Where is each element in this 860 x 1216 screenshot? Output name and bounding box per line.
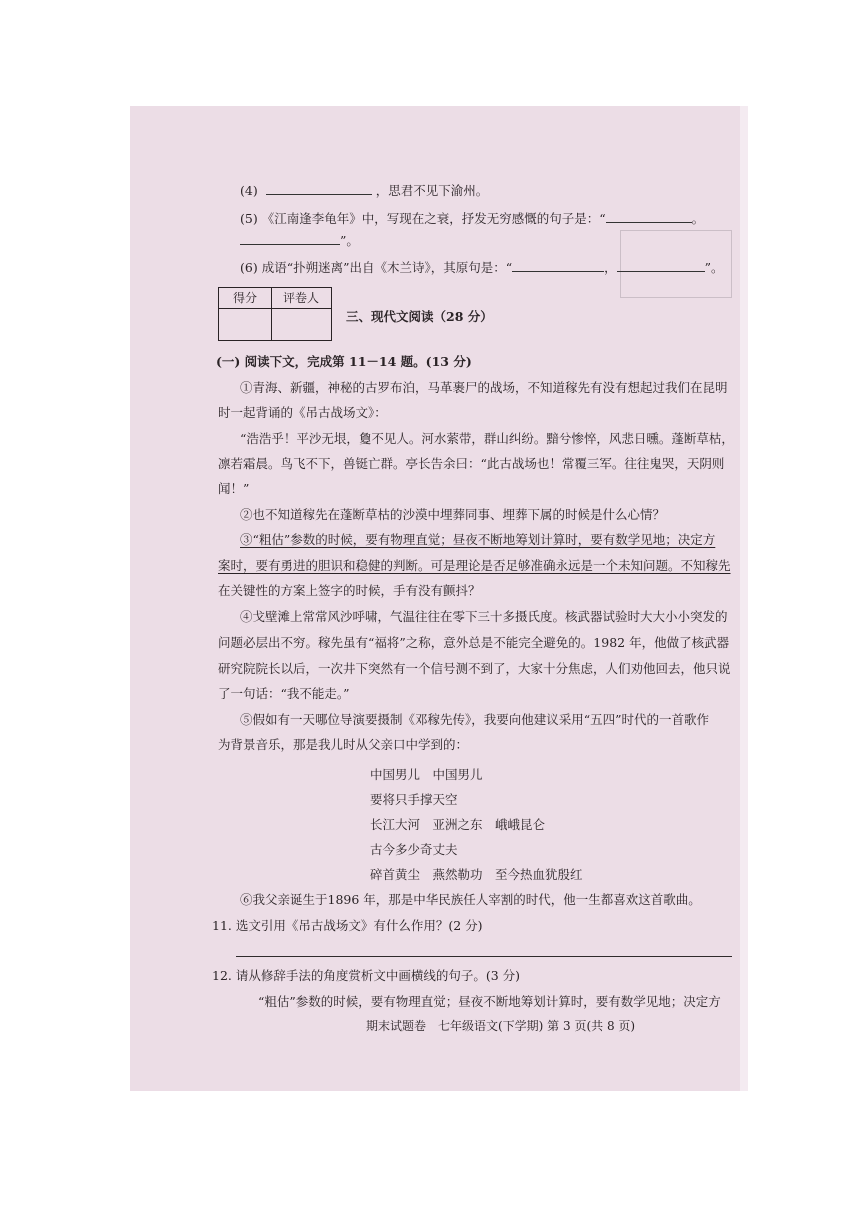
fill-item-6: (6) 成语“扑朔迷离”出自《木兰诗》，其原句是：“ ， ”。 <box>240 260 724 275</box>
answer-line[interactable] <box>236 956 732 957</box>
item-number: (4) <box>240 183 258 198</box>
item-text: 成语“扑朔迷离”出自《木兰诗》，其原句是：“ <box>261 260 513 275</box>
underlined-sentence: ③“粗估”参数的时候，要有物理直觉；昼夜不断地筹划计算时，要有数学见地；决定方 <box>240 532 716 547</box>
paragraph-4: ④戈壁滩上常常风沙呼啸，气温往往在零下三十多摄氏度。核武器试验时大大小小突发的 <box>240 609 728 624</box>
question-12-quote: “粗估”参数的时候，要有物理直觉；昼夜不断地筹划计算时，要有数学见地；决定方 <box>258 994 721 1009</box>
answer-blank[interactable] <box>266 182 372 195</box>
paragraph-5: ⑤假如有一天哪位导演要摄制《邓稼先传》，我要向他建议采用“五四”时代的一首歌作 <box>240 712 710 727</box>
answer-blank[interactable] <box>240 232 340 245</box>
item-number: (5) <box>240 211 258 226</box>
poem-line: 要将只手撑天空 <box>370 792 458 807</box>
quote-line-3: 闻！” <box>218 481 250 496</box>
poem-line: 古今多少奇丈夫 <box>370 842 458 857</box>
fill-item-5 <box>240 210 704 227</box>
paragraph-6: ⑥我父亲诞生于1896 年，那是中华民族任人宰割的时代，他一生都喜欢这首歌曲。 <box>240 892 701 907</box>
poem-line: 中国男儿 中国男儿 <box>370 767 483 782</box>
quote-line-1: “浩浩乎！平沙无垠，敻不见人。河水萦带，群山纠纷。黯兮惨悴，风悲日曛。蓬断草枯， <box>240 431 734 446</box>
fill-item-4 <box>240 182 488 199</box>
section-title: 三、现代文阅读（28 分） <box>346 309 493 324</box>
score-box-divider <box>271 288 272 340</box>
question-12: 12. 请从修辞手法的角度赏析文中画横线的句子。(3 分) <box>212 968 521 983</box>
punct: ”。 <box>340 233 359 248</box>
page-footer: 期末试题卷 七年级语文(下学期) 第 3 页(共 8 页) <box>366 1019 636 1033</box>
paragraph-5-l2: 为背景音乐，那是我儿时从父亲口中学到的： <box>218 737 469 752</box>
paragraph-4-l3: 研究院院长以后，一次井下突然有一个信号测不到了，大家十分焦虑，人们劝他回去，他只说 <box>218 661 731 676</box>
punct: 。 <box>691 211 705 226</box>
punct: ”。 <box>704 260 724 275</box>
item-number: (6) <box>240 260 258 275</box>
fill-item-5-line2 <box>240 232 359 249</box>
item-text: ，思君不见下渝州。 <box>375 183 489 198</box>
paragraph-1-cont: 时一起背诵的《吊古战场文》： <box>218 405 387 420</box>
item-text: 《江南逢李龟年》中，写现在之衰，抒发无穷感慨的句子是：“ <box>261 211 606 226</box>
part-title: (一) 阅读下文，完成第 11－14 题。(13 分) <box>216 354 472 369</box>
question-11: 11. 选文引用《吊古战场文》有什么作用？(2 分) <box>212 918 483 933</box>
quote-line-2: 凛若霜晨。鸟飞不下，兽铤亡群。亭长告余曰：“此古战场也！常覆三军。往往鬼哭，天阴则 <box>218 456 725 471</box>
paragraph-4-l4: 了一句话：“我不能走。” <box>218 686 350 701</box>
grader-label: 评卷人 <box>271 288 331 309</box>
paragraph-3-cont: 在关键性的方案上签字的时候，手有没有颤抖？ <box>218 583 481 598</box>
score-box <box>218 287 332 341</box>
paragraph-1: ①青海、新疆，神秘的古罗布泊，马革裹尸的战场，不知道稼先有没有想起过我们在昆明 <box>240 380 728 395</box>
poem-line: 长江大河 亚洲之东 峨峨昆仑 <box>370 817 546 832</box>
underlined-sentence-cont: 案时，要有勇进的胆识和稳健的判断。可是理论是否足够准确永远是一个未知问题。不知稼先 <box>218 558 731 573</box>
answer-blank[interactable] <box>617 259 705 272</box>
answer-blank[interactable] <box>606 210 692 223</box>
paragraph-2: ②也不知道稼先在蓬断草枯的沙漠中埋葬同事、埋葬下属的时候是什么心情？ <box>240 507 666 522</box>
paragraph-4-l2: 问题必层出不穷。稼先虽有“福将”之称，意外总是不能完全避免的。1982 年，他做了核武器 <box>218 635 730 650</box>
poem-line: 碎首黄尘 燕然勒功 至今热血犹殷红 <box>370 867 583 882</box>
score-label: 得分 <box>219 288 271 309</box>
answer-blank[interactable] <box>512 259 604 272</box>
